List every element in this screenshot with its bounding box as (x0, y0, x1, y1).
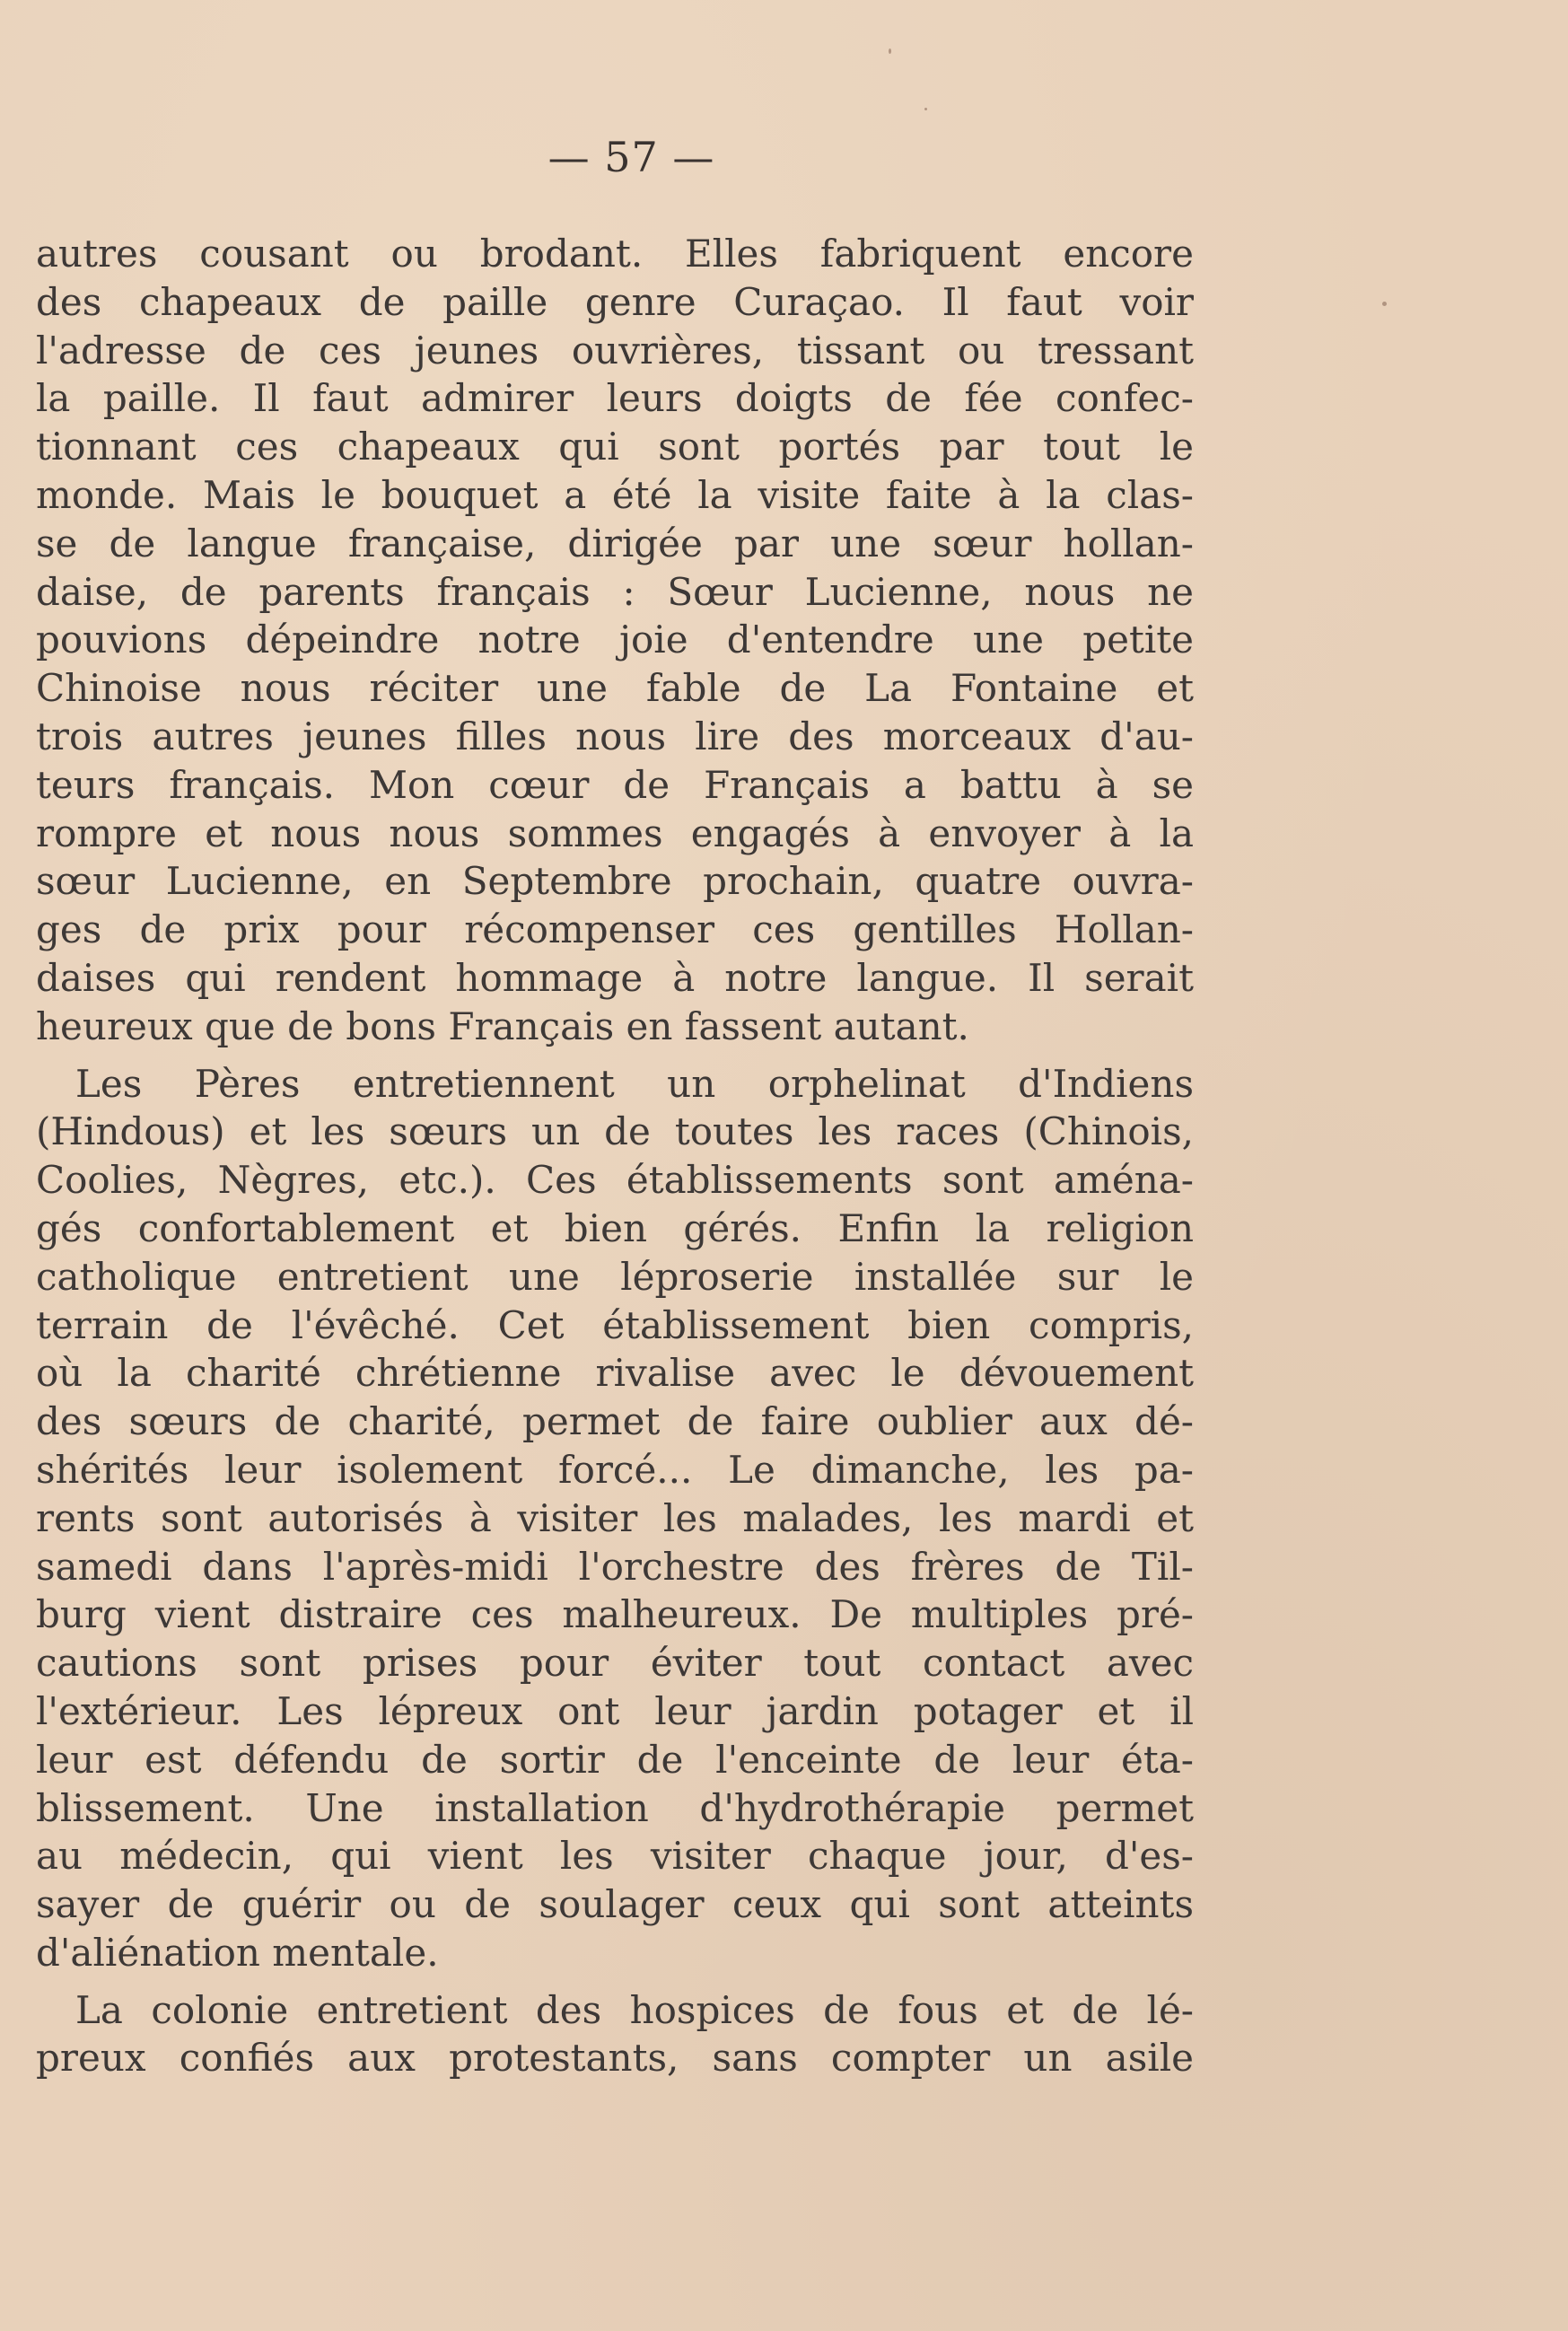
text-line: burg vient distraire ces malheureux. De multiples pré- (36, 1592, 1194, 1637)
text-line: teurs français. Mon cœur de Français a battu à se (36, 762, 1194, 807)
paragraph (36, 1986, 1194, 2083)
paragraph (36, 1060, 1194, 1977)
text-line: shérités leur isolement forcé... Le dimanche, les pa- (36, 1447, 1194, 1492)
text-line: preux confiés aux protestants, sans compter un asile (36, 2036, 1194, 2081)
text-line: catholique entretient une léproserie installée sur le (36, 1254, 1194, 1299)
text-line: où la charité chrétienne rivalise avec le dévouement (36, 1351, 1194, 1396)
text-line: Coolies, Nègres, etc.). Ces établissements sont aména- (36, 1158, 1194, 1203)
text-line: l'extérieur. Les lépreux ont leur jardin potager et il (36, 1688, 1194, 1733)
paper-speck (1382, 302, 1387, 306)
text-line: sayer de guérir ou de soulager ceux qui sont atteints (36, 1882, 1194, 1927)
text-line: terrain de l'évêché. Cet établissement bien compris, (36, 1302, 1194, 1347)
text-line: au médecin, qui vient les visiter chaque jour, d'es- (36, 1834, 1194, 1879)
paper-speck (924, 108, 927, 110)
text-line: sœur Lucienne, en Septembre prochain, quatre ouvra- (36, 859, 1194, 904)
text-line: l'adresse de ces jeunes ouvrières, tissant ou tressant (36, 328, 1194, 372)
text-line: blissement. Une installation d'hydrothérapie permet (36, 1785, 1194, 1830)
text-line: leur est défendu de sortir de l'enceinte de leur éta- (36, 1737, 1194, 1782)
text-line: des sœurs de charité, permet de faire oublier aux dé- (36, 1399, 1194, 1444)
text-line: heureux que de bons Français en fassent autant. (36, 1003, 969, 1048)
text-line: cautions sont prises pour éviter tout contact avec (36, 1641, 1194, 1686)
text-line: des chapeaux de paille genre Curaçao. Il faut voir (36, 279, 1194, 324)
text-line: samedi dans l'après-midi l'orchestre des frères de Til- (36, 1544, 1194, 1589)
text-line: la paille. Il faut admirer leurs doigts de fée confec- (36, 376, 1194, 421)
paper-speck (889, 48, 891, 54)
text-line: La colonie entretient des hospices de fous et de lé- (75, 1987, 1194, 2032)
text-line: daises qui rendent hommage à notre langue. Il serait (36, 955, 1194, 1000)
page-number: — 57 — (547, 133, 715, 181)
text-line: (Hindous) et les sœurs un de toutes les races (Chinois, (36, 1109, 1194, 1154)
text-line: ges de prix pour récompenser ces gentilles Hollan- (36, 907, 1194, 952)
paragraph (36, 230, 1194, 1051)
text-line: trois autres jeunes filles nous lire des morceaux d'au- (36, 714, 1194, 758)
text-line: pouvions dépeindre notre joie d'entendre une petite (36, 618, 1194, 662)
text-line: monde. Mais le bouquet a été la visite faite à la clas- (36, 472, 1194, 517)
text-line: se de langue française, dirigée par une sœur hollan- (36, 521, 1194, 565)
text-line: Chinoise nous réciter une fable de La Fontaine et (36, 666, 1194, 711)
text-line: rents sont autorisés à visiter les malades, les mardi et (36, 1495, 1194, 1540)
text-line: gés confortablement et bien gérés. Enfin la religion (36, 1205, 1194, 1250)
text-line: tionnant ces chapeaux qui sont portés par tout le (36, 425, 1194, 469)
text-line: daise, de parents français : Sœur Lucienne, nous ne (36, 569, 1194, 614)
text-line: rompre et nous nous sommes engagés à envoyer à la (36, 811, 1194, 855)
text-line: d'aliénation mentale. (36, 1930, 439, 1975)
body-text (36, 230, 1194, 2082)
text-line: autres cousant ou brodant. Elles fabriquent encore (36, 232, 1194, 276)
text-line: Les Pères entretiennent un orphelinat d'Indiens (75, 1061, 1194, 1106)
